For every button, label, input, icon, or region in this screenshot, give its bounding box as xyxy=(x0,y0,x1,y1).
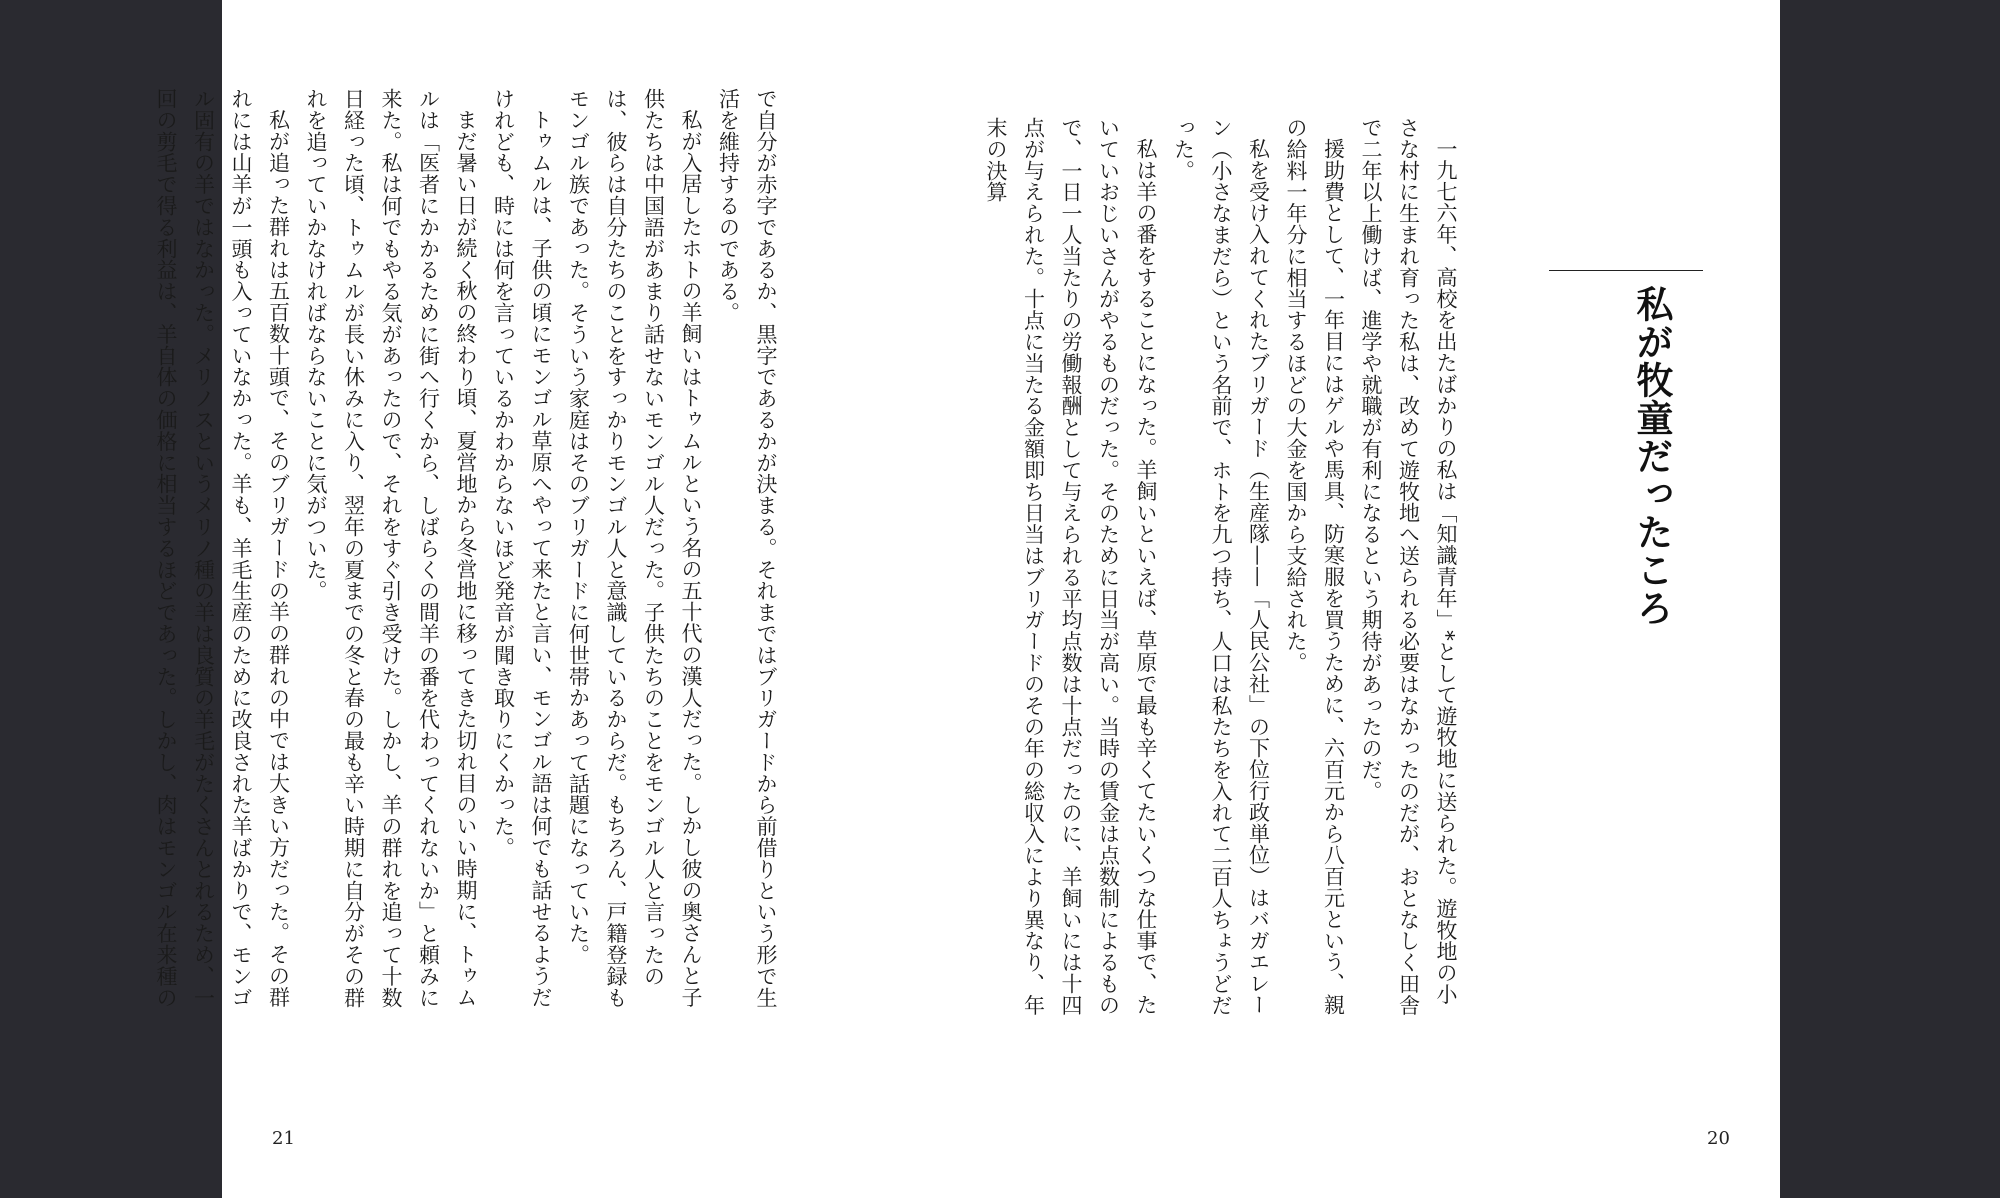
left-page xyxy=(154,0,1001,1198)
chapter-title: 私が牧童だったころ xyxy=(1630,285,1673,627)
right-page-body xyxy=(984,117,1464,1023)
paragraph: 援助費として、一年目にはゲルや馬具、防寒服を買うために、六百元から八百元という、親の給料一年分に相当するほどの大金を国から支給された。 xyxy=(1284,117,1346,1016)
paragraph: 私は羊の番をすることになった。羊飼いといえば、草原で最も辛くてたいくつな仕事で、たいていおじいさんがやるものだった。そのために日当が高い。当時の賃金は点数制によるもので、一日一人当たりの労働報酬として与えられる平均点数は十点だったのに、羊飼いには十四点が与えられた。十点に当たる金額即ち日当はブリガードのその年の総収入により異なり、年末の決算 xyxy=(984,117,1158,1016)
page-number-left: 21 xyxy=(272,1128,295,1149)
left-page-body xyxy=(154,88,784,1023)
paragraph: 私が追った群れは五百数十頭で、そのブリガードの羊の群れの中では大きい方だった。その群れには山羊が一頭も入っていなかった。羊も、羊毛生産のために改良された羊ばかりで、モンゴル固有の羊ではなかった。メリノスというメリノ種の羊は良質の羊毛がたくさんとれるため、一回の剪毛で得る利益は、羊自体の価格に相当するほどであった。しかし、肉はモンゴル在来種の xyxy=(154,88,291,1009)
paragraph: 一九七六年、高校を出たばかりの私は「知識青年」*として遊牧地に送られた。遊牧地の小さな村に生まれ育った私は、改めて遊牧地へ送られる必要はなかったのだが、おとなしく田舎で二年以上働けば、進学や就職が有利になるという期待があったのだ。 xyxy=(1359,117,1458,1016)
page-number-right: 20 xyxy=(1707,1128,1730,1149)
paragraph: まだ暑い日が続く秋の終わり頃、夏営地から冬営地に移ってきた切れ目のいい時期に、トゥムルは「医者にかかるために街へ行くから、しばらくの間羊の番を代わってくれないか」と頼みに来た。私は何でもやる気があったので、それをすぐ引き受けた。しかし、羊の群れを追って十数日経った頃、トゥムルが長い休みに入り、翌年の夏までの冬と春の最も辛い時期に自分がその群れを追っていかなければならないことに気がついた。 xyxy=(304,88,478,1009)
paragraph: トゥムルは、子供の頃にモンゴル草原へやって来たと言い、モンゴル語は何でも話せるようだけれども、時には何を言っているかわからないほど発音が聞き取りにくかった。 xyxy=(491,88,553,1008)
right-page xyxy=(984,0,1780,1198)
paragraph: 私が入居したホトの羊飼いはトゥムルという名の五十代の漢人だった。しかし彼の奥さんと子供たちは中国語があまり話せないモンゴル人だった。子供たちのことをモンゴル人と言ったのは、彼らは自分たちのことをすっかりモンゴル人と意識しているからだ。もちろん、戸籍登録もモンゴル族であった。そういう家庭はそのブリガードに何世帯かあって話題になっていた。 xyxy=(566,88,703,1009)
paragraph: 私を受け入れてくれたブリガード（生産隊——「人民公社」の下位行政単位）はバガエレーン（小さなまだら）という名前で、ホトを九つ持ち、人口は私たちを入れて二百人ちょうどだった。 xyxy=(1171,117,1271,1016)
book-spread xyxy=(154,0,1780,1198)
paragraph: で自分が赤字であるか、黒字であるかが決まる。それまではブリガードから前借りという形で生活を維持するのである。 xyxy=(716,88,778,1009)
title-rule xyxy=(1549,270,1703,271)
